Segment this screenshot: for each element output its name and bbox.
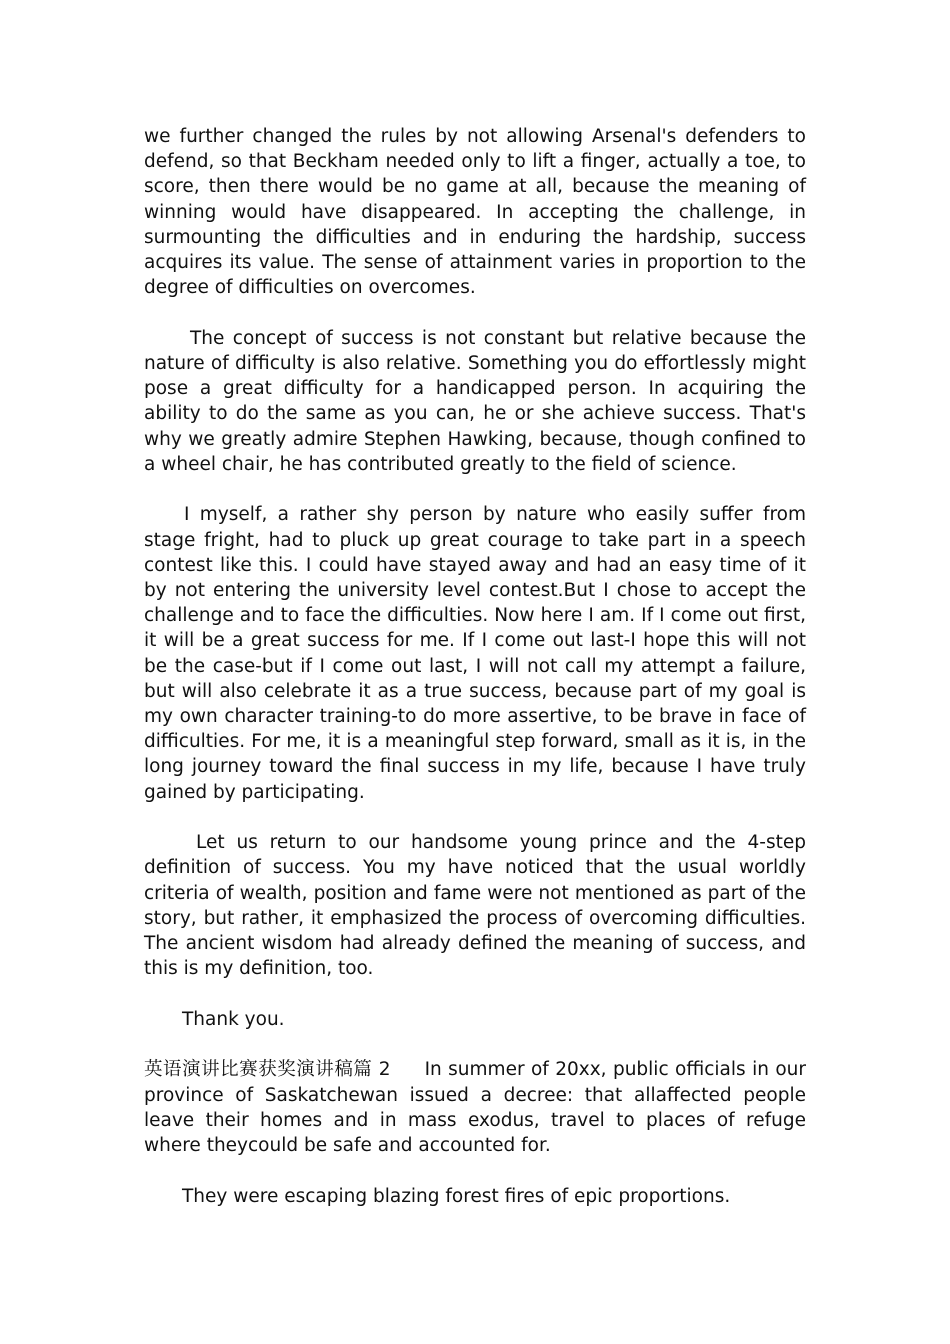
paragraph-section-2: [144, 1057, 806, 1158]
paragraph-forest-fires: They were escaping blazing forest fires of epic proportions.: [182, 1185, 731, 1207]
paragraph-speech-contest: I myself, a rather shy person by nature who easily suffer from stage fright, had to pluck up great courage to take part in a speech contest like this. I could have stayed away and had an easy time of it by not entering the university level contest.But I chose to accept the challenge and to face the difficulties. Now here I am. If I come out first, it will be a great success for me. If I come out last-I hope this will not be the case-but if I come out last, I will not call my attempt a failure, but will also celebrate it as a true success, because part of my goal is my own character training-to do more assertive, to be brave in face of difficulties. For me, it is a meaningful step forward, small as it is, in the long journey toward the final success in my life, because I have truly gained by participating.: [144, 504, 806, 803]
paragraph-relative-success: The concept of success is not constant but relative because the nature of difficulty is also relative. Something you do effortlessly might pose a great difficulty for a handicapped person. In acquiring the ability to do the same as you can, he or she achieve success. That's why we greatly admire Stephen Hawking, because, though confined to a wheel chair, he has contributed greatly to the field of science.: [144, 327, 806, 475]
section-2-text: In summer of 20xx, public officials in our province of Saskatchewan issued a decree: that allaffected people leave their homes and in mass exodus, travel to places of refuge where theycould be safe and accounted for.: [144, 1059, 806, 1157]
paragraph-arsenal: we further changed the rules by not allowing Arsenal's defenders to defend, so that Beckham needed only to lift a finger, actually a toe, to score, then there would be no game at all, because the meaning of winning would have disappeared. In accepting the challenge, in surmounting the difficulties and in enduring the hardship, success acquires its value. The sense of attainment varies in proportion to the degree of difficulties on overcomes.: [144, 126, 806, 299]
section-2-heading: 英语演讲比赛获奖演讲稿篇 2: [144, 1059, 391, 1081]
paragraph-young-prince: Let us return to our handsome young prince and the 4-step definition of success. You my have noticed that the usual worldly criteria of wealth, position and fame were not mentioned as part of the story, but rather, it emphasized the process of overcoming difficulties. The ancient wisdom had already defined the meaning of success, and this is my definition, too.: [144, 832, 806, 980]
paragraph-thank-you: Thank you.: [182, 1008, 285, 1030]
document-page: [144, 124, 806, 1234]
